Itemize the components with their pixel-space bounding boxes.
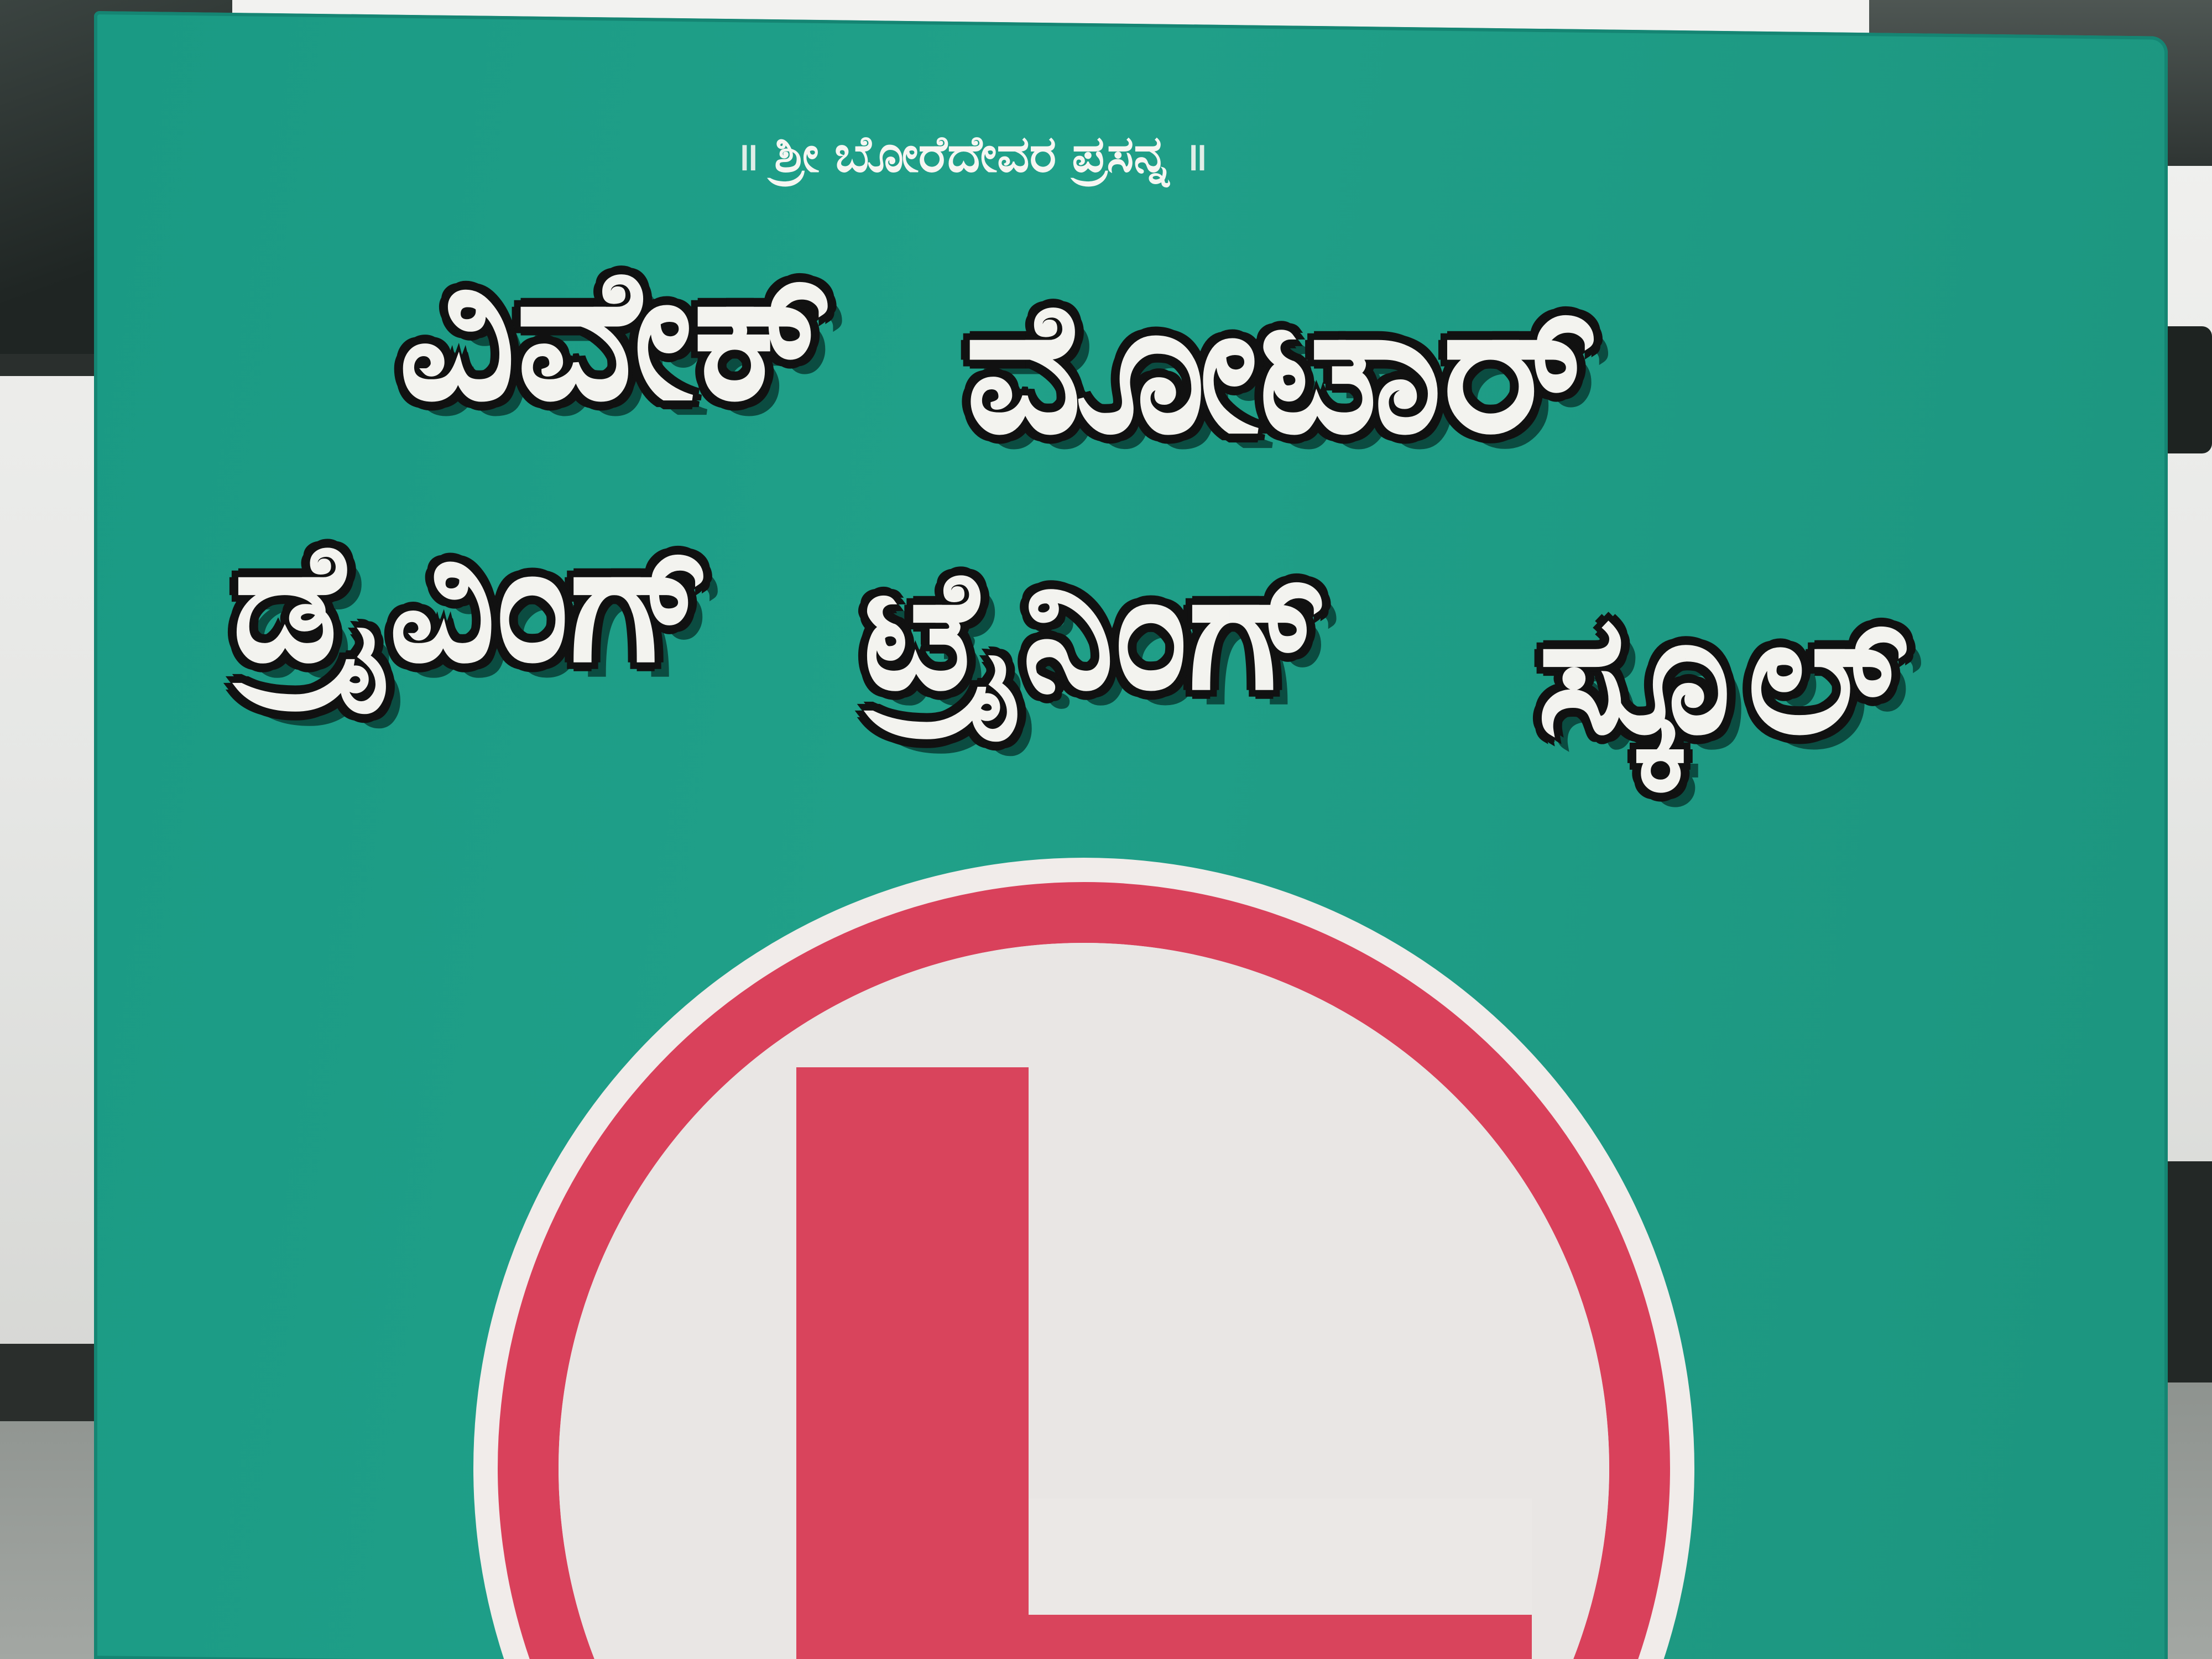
blessing-line xyxy=(735,124,1443,185)
blessing-divider-right: ॥ xyxy=(1184,133,1208,179)
blessing-divider-left: ॥ xyxy=(735,133,759,179)
title-word-driving: ಡ್ರೈವಿಂಗ್ xyxy=(232,506,713,699)
blessing-word-boredevara: ಬೋರೆದೇವರ xyxy=(834,124,1057,184)
title-word-training: ಟ್ರೈನಿಂಗ್ xyxy=(863,534,1332,727)
title-word-motor: ಮೋಟಾರ್ xyxy=(965,262,1598,474)
title-word-school: ಸ್ಕೂಲ್ xyxy=(1537,578,1908,771)
title-word-vivek: ವಿವೇಕ್ xyxy=(398,228,834,441)
l-letter-foot xyxy=(796,1499,1532,1659)
blessing-word-prasanna: ಪ್ರಸನ್ನ xyxy=(1072,124,1169,184)
blessing-word-shri: ಶ್ರೀ xyxy=(774,124,819,184)
l-letter-foot-shape xyxy=(796,1499,1532,1659)
